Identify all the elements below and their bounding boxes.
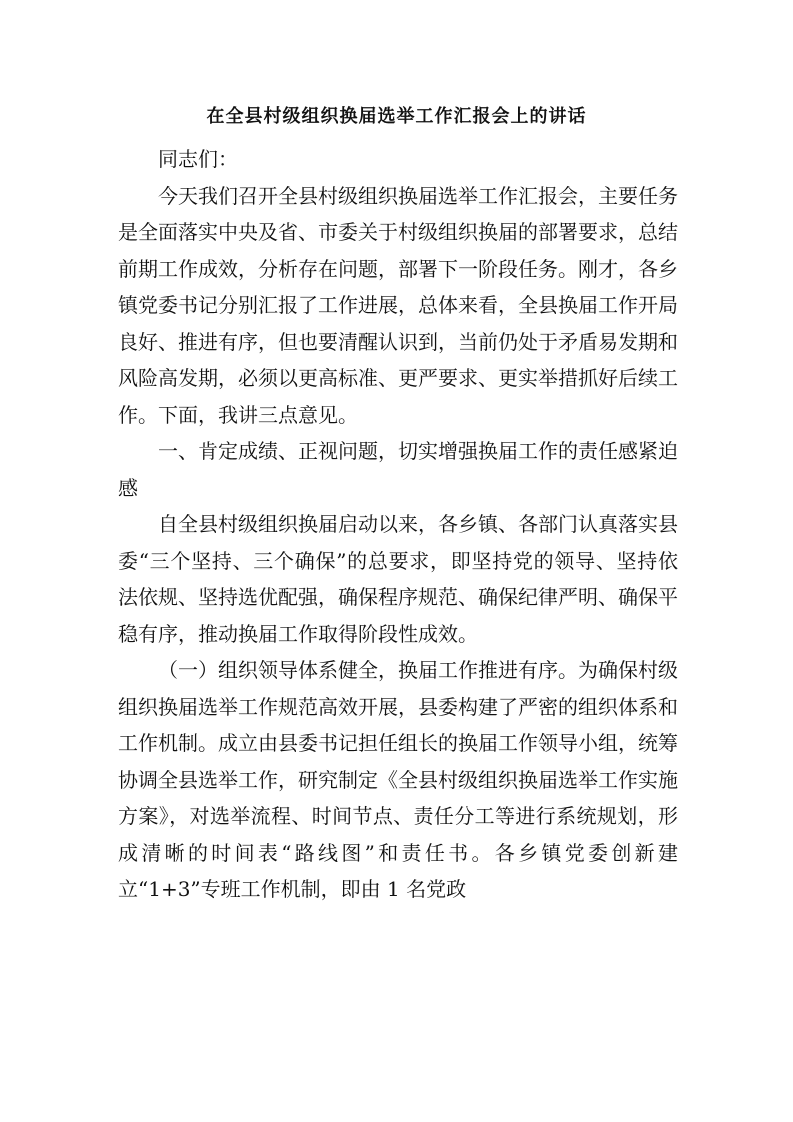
document-title: 在全县村级组织换届选举工作汇报会上的讲话 — [206, 106, 587, 127]
section-heading-1: 一、肯定成绩、正视问题，切实增强换届工作的责任感紧迫感 — [118, 439, 678, 500]
greeting: 同志们： — [158, 147, 238, 171]
paragraph-subsection-1: （一）组织领导体系健全，换届工作推进有序。为确保村级组织换届选举工作规范高效开展，县委构建了严密的组织体系和工作机制。成立由县委书记担任组长的换届工作领导小组，统筹协调全县选举工作，研究制定《全县村级组织换届选举工作实施方案》，对选举流程、时间节点、责任分工等进行系统规划，形成清晰的时间表“路线图”和责任书。各乡镇党委创新建立“1+3”专班工作机制，即由 1 名党政 — [118, 658, 678, 901]
paragraph-achievements: 自全县村级组织换届启动以来，各乡镇、各部门认真落实县委“三个坚持、三个确保”的总要求，即坚持党的领导、坚持依法依规、坚持选优配强，确保程序规范、确保纪律严明、确保平稳有序，推动换届工作取得阶段性成效。 — [118, 512, 678, 646]
paragraph-intro: 今天我们召开全县村级组织换届选举工作汇报会，主要任务是全面落实中央及省、市委关于村级组织换届的部署要求，总结前期工作成效，分析存在问题，部署下一阶段任务。刚才，各乡镇党委书记分别汇报了工作进展，总体来看，全县换届工作开局良好、推进有序，但也要清醒认识到，当前仍处于矛盾易发期和风险高发期，必须以更高标准、更严要求、更实举措抓好后续工作。下面，我讲三点意见。 — [118, 183, 678, 427]
document-body — [118, 141, 678, 908]
